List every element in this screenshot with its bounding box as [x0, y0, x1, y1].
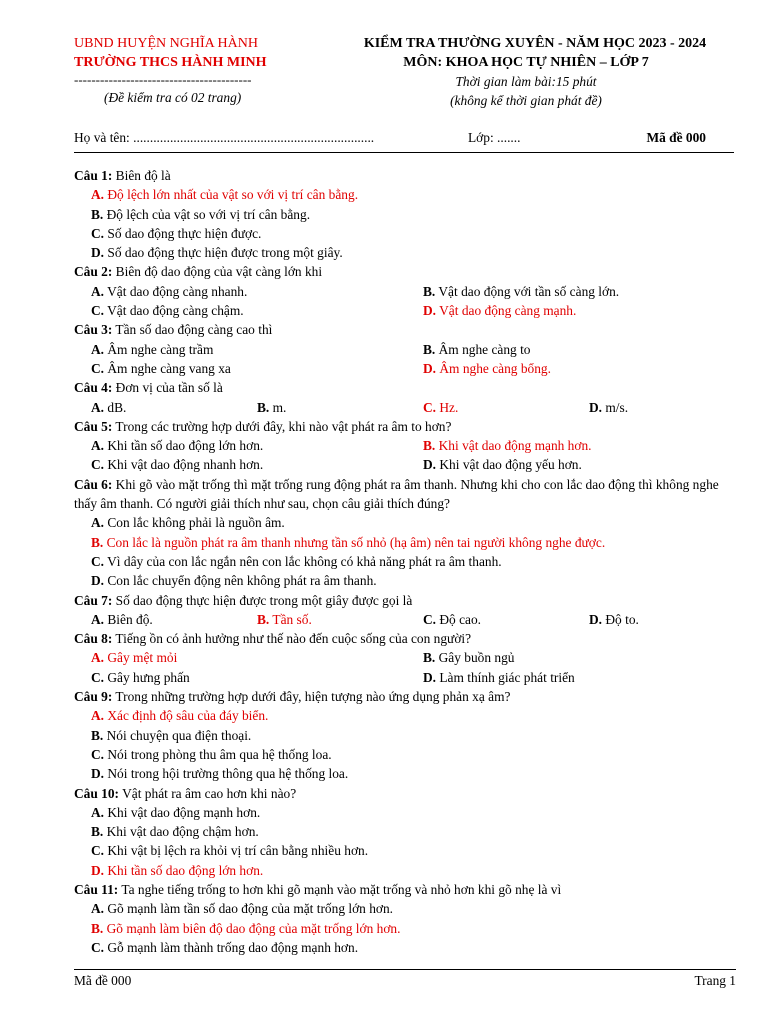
- option-text: Nói chuyện qua điện thoại.: [103, 727, 252, 743]
- option-text: Con lắc không phải là nguồn âm.: [104, 515, 285, 531]
- option-letter: A.: [91, 438, 105, 454]
- question-number: Câu 7:: [74, 592, 113, 608]
- answer-option: [406, 436, 738, 455]
- duration-note: (không kể thời gian phát đề): [450, 93, 602, 108]
- answer-option: [74, 610, 240, 629]
- option-row: [74, 282, 738, 301]
- question-stem: [74, 687, 738, 706]
- answer-option: [74, 861, 738, 880]
- answer-option: [74, 205, 738, 224]
- answer-option: [406, 282, 738, 301]
- option-text: Gõ mạnh làm biên độ dao động của mặt trống lớn hơn.: [103, 920, 401, 936]
- answer-option: [74, 899, 738, 918]
- option-letter: B.: [423, 283, 436, 299]
- question-stem: [74, 262, 738, 281]
- question-number: Câu 5:: [74, 418, 113, 434]
- option-row: [74, 436, 738, 455]
- exam-title: KIỂM TRA THƯỜNG XUYÊN - NĂM HỌC 2023 - 2024: [363, 36, 707, 51]
- option-letter: B.: [423, 438, 436, 454]
- question-text: Tần số dao động càng cao thì: [112, 322, 273, 338]
- footer-rule: [74, 969, 736, 970]
- answer-option: [74, 668, 406, 687]
- answer-option: [74, 706, 738, 725]
- option-letter: C.: [91, 360, 105, 376]
- option-text: Hz.: [436, 399, 459, 415]
- answer-option: [74, 455, 406, 474]
- department-name: UBND HUYỆN NGHĨA HÀNH: [74, 36, 258, 51]
- answer-option: [74, 398, 240, 417]
- question-text: Biên độ dao động của vật càng lớn khi: [112, 264, 323, 280]
- option-letter: A.: [91, 515, 105, 531]
- answer-option: [74, 513, 738, 532]
- option-letter: D.: [589, 611, 603, 627]
- option-letter: D.: [423, 457, 437, 473]
- answer-option: [406, 398, 572, 417]
- question-number: Câu 4:: [74, 380, 113, 396]
- option-text: Gây buồn ngủ: [435, 650, 515, 666]
- option-letter: A.: [91, 283, 105, 299]
- option-letter: D.: [91, 862, 105, 878]
- option-letter: A.: [91, 901, 105, 917]
- option-row: [74, 359, 738, 378]
- option-text: Độ lệch lớn nhất của vật so với vị trí cân bằng.: [104, 187, 359, 203]
- question-text: Ta nghe tiếng trống to hơn khi gõ mạnh vào mặt trống và nhỏ hơn khi gõ nhẹ là vì: [118, 881, 562, 897]
- answer-option: [74, 340, 406, 359]
- option-text: Số dao động thực hiện được trong một giây.: [104, 245, 343, 261]
- question-number: Câu 6:: [74, 476, 113, 492]
- option-text: Âm nghe càng to: [435, 341, 531, 357]
- answer-option: [74, 648, 406, 667]
- question-number: Câu 10:: [74, 785, 120, 801]
- option-letter: C.: [91, 843, 105, 859]
- option-text: Nói trong phòng thu âm qua hệ thống loa.: [104, 746, 332, 762]
- option-letter: C.: [423, 399, 437, 415]
- question-text: Trong các trường hợp dưới đây, khi nào vật phát ra âm to hơn?: [112, 418, 452, 434]
- option-text: Độ to.: [602, 611, 639, 627]
- answer-option: [406, 301, 738, 320]
- duration: Thời gian làm bài:15 phút: [455, 74, 597, 89]
- option-letter: A.: [91, 341, 105, 357]
- question-stem: [74, 475, 738, 514]
- header-right: [326, 34, 726, 110]
- answer-option: [74, 726, 738, 745]
- answer-option: [240, 610, 406, 629]
- option-text: Biên độ.: [104, 611, 153, 627]
- option-letter: B.: [423, 650, 436, 666]
- option-row: [74, 398, 738, 417]
- option-row: [74, 455, 738, 474]
- option-text: Khi vật dao động mạnh hơn.: [104, 804, 261, 820]
- option-text: Vật dao động càng mạnh.: [436, 303, 577, 319]
- answer-option: [74, 803, 738, 822]
- question-text: Tiếng ồn có ảnh hưởng như thế nào đến cuộc sống của con người?: [112, 631, 472, 647]
- option-letter: B.: [91, 206, 104, 222]
- option-text: Tần số.: [269, 611, 312, 627]
- answer-option: [74, 841, 738, 860]
- option-text: Vật dao động càng chậm.: [104, 303, 244, 319]
- footer-page-number: Trang 1: [694, 973, 736, 988]
- pages-note: (Đề kiểm tra có 02 trang): [104, 90, 242, 105]
- option-letter: D.: [423, 669, 437, 685]
- question-stem: [74, 880, 738, 899]
- answer-option: [74, 764, 738, 783]
- question-number: Câu 8:: [74, 631, 113, 647]
- option-letter: B.: [91, 727, 104, 743]
- question-list: [74, 166, 738, 957]
- option-text: Khi vật dao động chậm hơn.: [103, 824, 259, 840]
- option-letter: D.: [91, 766, 105, 782]
- option-text: Độ cao.: [436, 611, 482, 627]
- answer-option: [406, 648, 738, 667]
- answer-option: [74, 938, 738, 957]
- option-text: Gây hưng phấn: [104, 669, 190, 685]
- option-text: Làm thính giác phát triển: [436, 669, 575, 685]
- header-rule: [74, 152, 734, 153]
- answer-option: [406, 340, 738, 359]
- subject-title: MÔN: KHOA HỌC TỰ NHIÊN – LỚP 7: [403, 55, 649, 70]
- option-text: Khi tần số dao động lớn hơn.: [104, 438, 264, 454]
- question-stem: [74, 320, 738, 339]
- answer-option: [74, 919, 738, 938]
- option-letter: A.: [91, 399, 105, 415]
- name-field: Họ và tên: ........................................................................: [74, 130, 375, 145]
- option-letter: C.: [91, 746, 105, 762]
- option-letter: C.: [91, 939, 105, 955]
- option-text: Vật dao động với tần số càng lớn.: [435, 283, 620, 299]
- option-text: Gỗ mạnh làm thành trống dao động mạnh hơn.: [104, 939, 359, 955]
- option-letter: B.: [91, 824, 104, 840]
- option-letter: B.: [91, 920, 104, 936]
- answer-option: [74, 243, 738, 262]
- option-text: Số dao động thực hiện được.: [104, 225, 262, 241]
- question-text: Biên độ là: [112, 168, 171, 183]
- option-row: [74, 301, 738, 320]
- option-text: Khi vật bị lệch ra khỏi vị trí cân bằng nhiều hơn.: [104, 843, 369, 859]
- option-row: [74, 668, 738, 687]
- option-letter: B.: [257, 611, 270, 627]
- school-name: TRƯỜNG THCS HÀNH MINH: [74, 55, 267, 70]
- footer-exam-code: Mã đề 000: [74, 973, 132, 988]
- option-text: Độ lệch của vật so với vị trí cân bằng.: [103, 206, 311, 222]
- option-row: [74, 610, 738, 629]
- option-text: Khi tần số dao động lớn hơn.: [104, 862, 264, 878]
- answer-option: [74, 359, 406, 378]
- question-number: Câu 2:: [74, 264, 113, 280]
- answer-option: [74, 224, 738, 243]
- question-number: Câu 9:: [74, 689, 113, 705]
- question-text: Vật phát ra âm cao hơn khi nào?: [119, 785, 297, 801]
- answer-option: [406, 668, 738, 687]
- question-stem: [74, 417, 738, 436]
- answer-option: [74, 822, 738, 841]
- option-letter: A.: [91, 650, 105, 666]
- option-text: Khi vật dao động nhanh hơn.: [104, 457, 264, 473]
- answer-option: [74, 282, 406, 301]
- question-number: Câu 3:: [74, 322, 113, 338]
- answer-option: [572, 398, 738, 417]
- option-letter: C.: [91, 669, 105, 685]
- option-text: Nói trong hội trường thông qua hệ thống loa.: [104, 766, 349, 782]
- option-row: [74, 340, 738, 359]
- option-letter: D.: [91, 245, 105, 261]
- option-letter: A.: [91, 187, 105, 203]
- option-text: Gõ mạnh làm tần số dao động của mặt trống lớn hơn.: [104, 901, 394, 917]
- question-text: Số dao động thực hiện được trong một giây được gọi là: [112, 592, 413, 608]
- option-letter: A.: [91, 611, 105, 627]
- header-left: [74, 34, 314, 107]
- answer-option: [406, 359, 738, 378]
- option-text: m.: [269, 399, 287, 415]
- option-letter: C.: [423, 611, 437, 627]
- option-text: Xác định độ sâu của đáy biển.: [104, 708, 269, 724]
- option-letter: D.: [423, 360, 437, 376]
- option-letter: B.: [91, 534, 104, 550]
- answer-option: [74, 185, 738, 204]
- question-stem: [74, 166, 738, 185]
- option-letter: C.: [91, 225, 105, 241]
- option-text: Âm nghe càng vang xa: [104, 360, 231, 376]
- option-letter: B.: [257, 399, 270, 415]
- question-stem: [74, 629, 738, 648]
- question-text: Khi gõ vào mặt trống thì mặt trống rung động phát ra âm thanh. Nhưng khi cho con lắc dao động thì không nghe thấy âm thanh. Có người giải thích như sau, chọn câu giải thích đúng?: [74, 476, 719, 512]
- option-letter: D.: [91, 573, 105, 589]
- option-text: Con lắc chuyển động nên không phát ra âm thanh.: [104, 573, 377, 589]
- answer-option: [74, 552, 738, 571]
- student-info: [74, 130, 734, 150]
- option-letter: D.: [423, 303, 437, 319]
- question-text: Trong những trường hợp dưới đây, hiện tượng nào ứng dụng phản xạ âm?: [112, 689, 511, 705]
- answer-option: [74, 533, 738, 552]
- option-text: Vì dây của con lắc ngắn nên con lắc không có khả năng phát ra âm thanh.: [104, 553, 502, 569]
- separator-dashes: -----------------------------------------: [74, 72, 252, 87]
- option-text: Âm nghe càng bổng.: [436, 360, 551, 376]
- option-letter: A.: [91, 804, 105, 820]
- option-text: dB.: [104, 399, 127, 415]
- option-text: Vật dao động càng nhanh.: [104, 283, 248, 299]
- option-text: Khi vật dao động mạnh hơn.: [435, 438, 592, 454]
- question-stem: [74, 784, 738, 803]
- option-letter: C.: [91, 303, 105, 319]
- answer-option: [406, 610, 572, 629]
- question-number: Câu 1:: [74, 168, 113, 183]
- option-letter: C.: [91, 553, 105, 569]
- answer-option: [406, 455, 738, 474]
- answer-option: [572, 610, 738, 629]
- option-text: m/s.: [602, 399, 629, 415]
- option-letter: A.: [91, 708, 105, 724]
- answer-option: [74, 436, 406, 455]
- option-letter: B.: [423, 341, 436, 357]
- option-text: Gây mệt mỏi: [104, 650, 178, 666]
- exam-code: Mã đề 000: [646, 130, 706, 145]
- answer-option: [74, 745, 738, 764]
- class-field: Lớp: .......: [468, 130, 521, 145]
- question-stem: [74, 591, 738, 610]
- option-letter: C.: [91, 457, 105, 473]
- question-text: Đơn vị của tần số là: [112, 380, 223, 396]
- answer-option: [74, 571, 738, 590]
- answer-option: [240, 398, 406, 417]
- answer-option: [74, 301, 406, 320]
- option-letter: D.: [589, 399, 603, 415]
- option-row: [74, 648, 738, 667]
- option-text: Khi vật dao động yếu hơn.: [436, 457, 582, 473]
- option-text: Âm nghe càng trầm: [104, 341, 214, 357]
- question-stem: [74, 378, 738, 397]
- question-number: Câu 11:: [74, 881, 119, 897]
- option-text: Con lắc là nguồn phát ra âm thanh nhưng tần số nhỏ (hạ âm) nên tai người không nghe được.: [103, 534, 606, 550]
